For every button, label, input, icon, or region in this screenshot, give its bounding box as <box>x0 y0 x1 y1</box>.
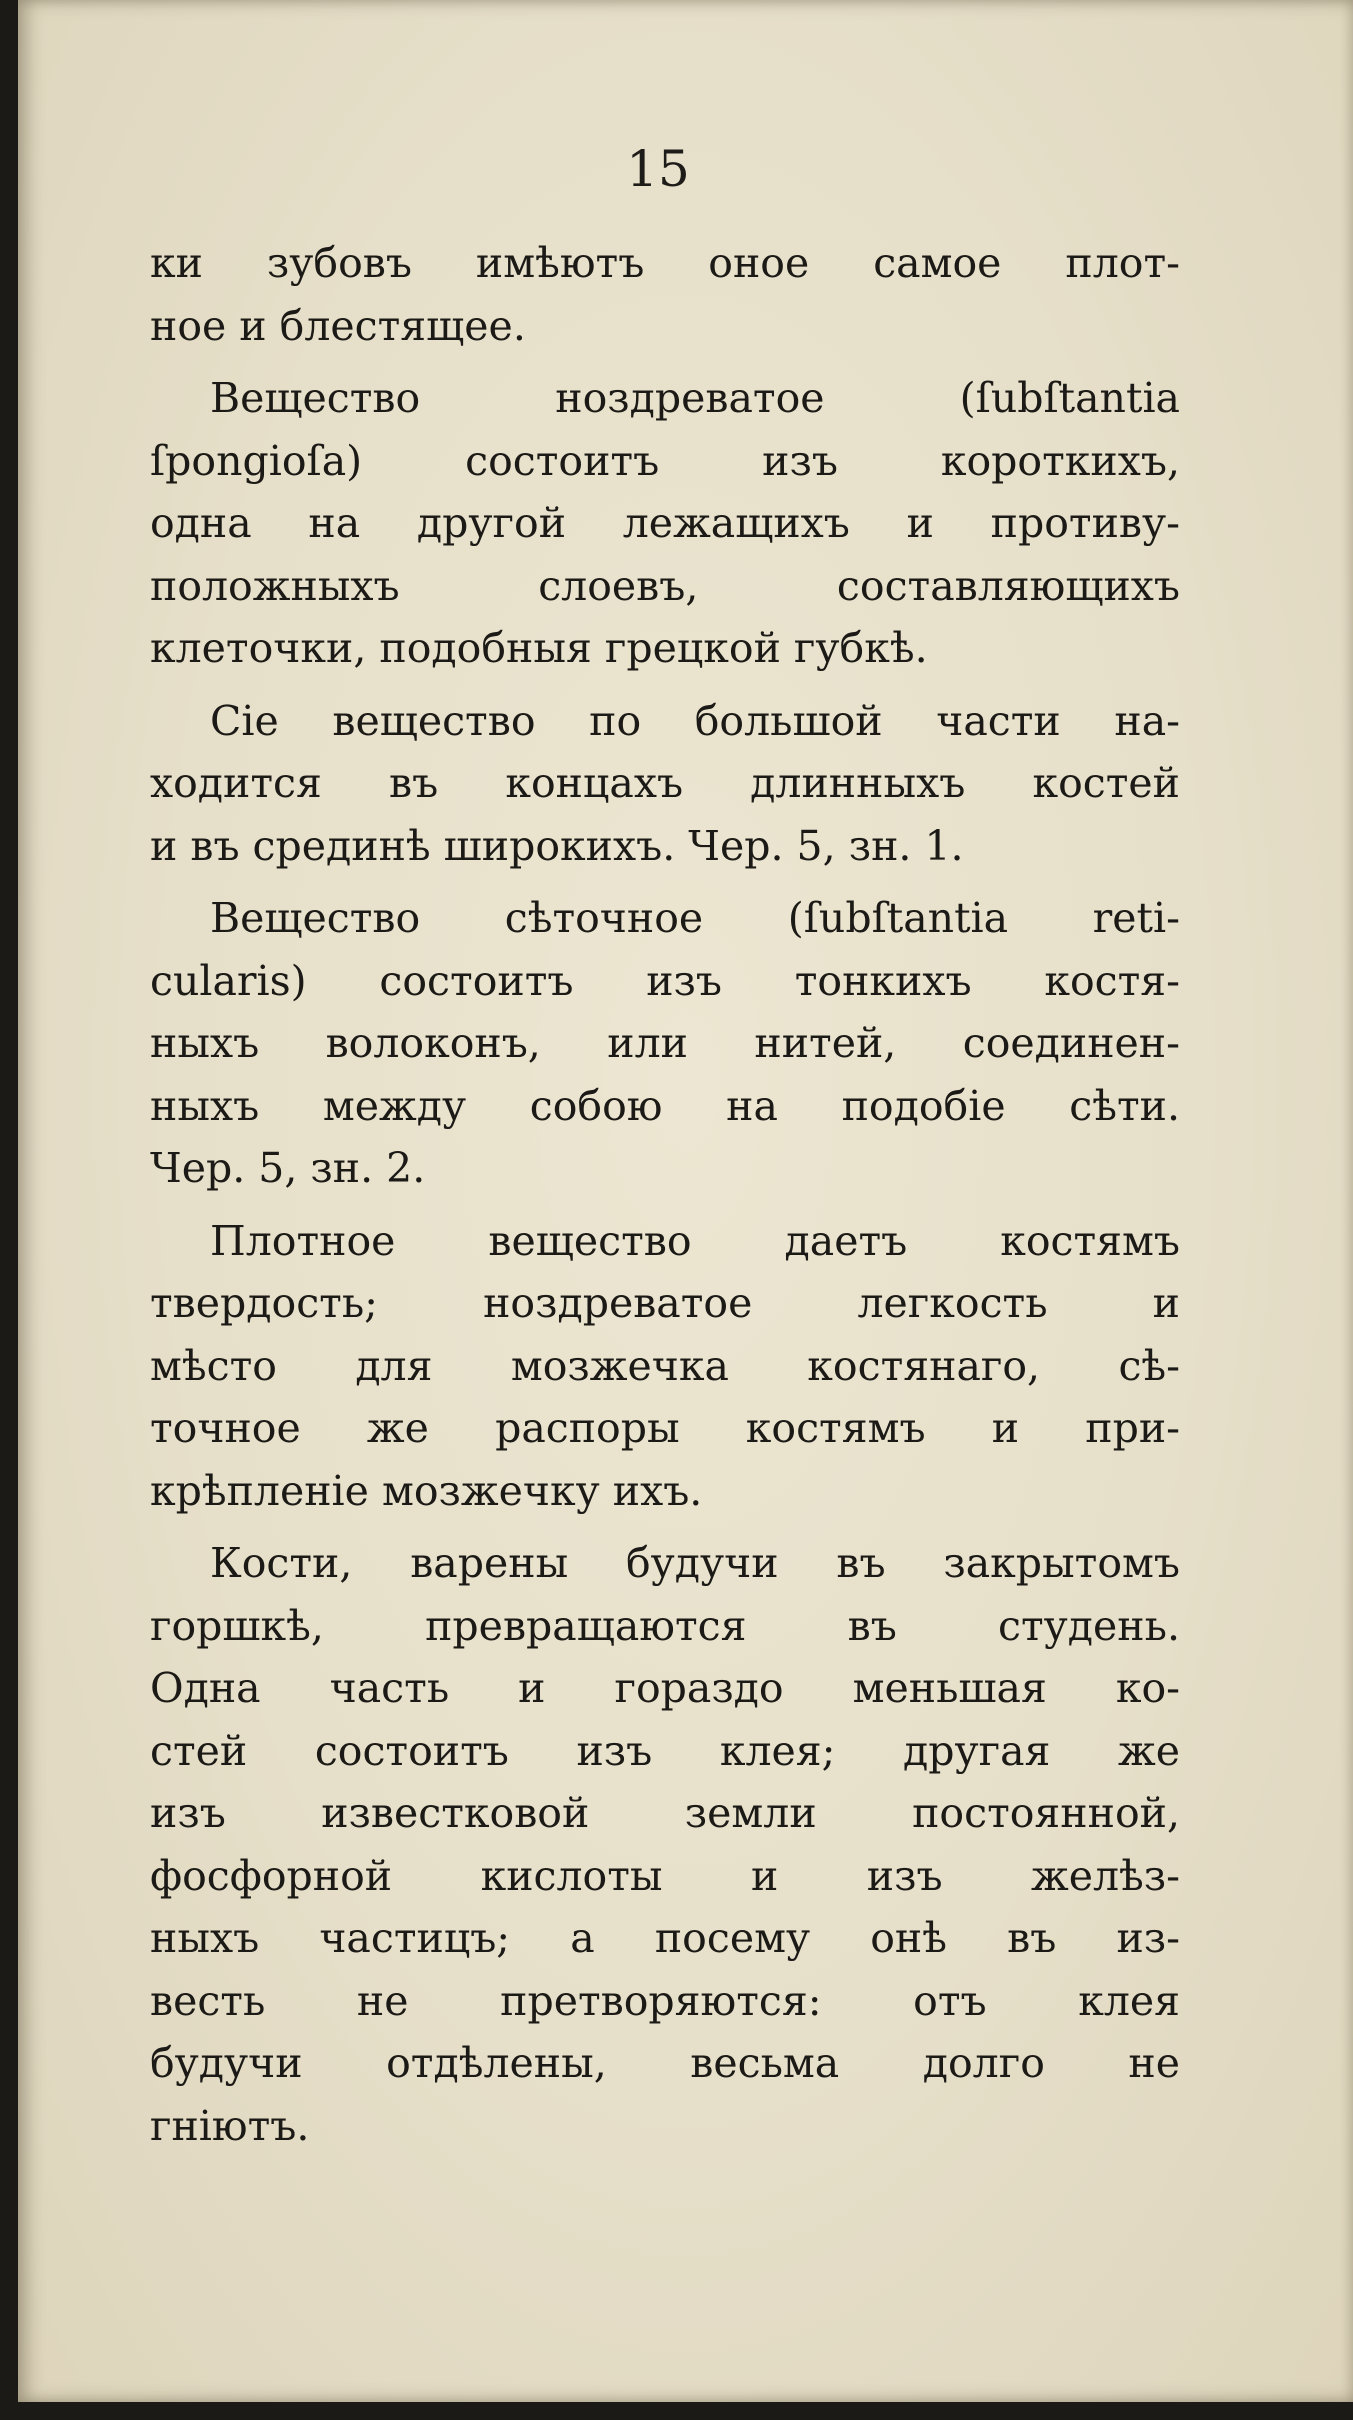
text-line: будучи отдѣлены, весьма долго не <box>150 2039 1180 2087</box>
book-page <box>18 0 1353 2402</box>
body-text <box>150 232 1180 2167</box>
text-line: крѣпленiе мозжечку ихъ. <box>150 1466 703 1515</box>
paragraph <box>150 690 1180 878</box>
text-line: ныхъ между собою на подобiе сѣти. <box>150 1081 1180 1130</box>
text-line: точное же распоры костямъ и при- <box>150 1404 1180 1452</box>
text-line: ное и блестящее. <box>150 301 526 350</box>
text-line: ныхъ волоконъ, или нитей, соединен- <box>150 1019 1180 1067</box>
text-line: изъ известковой земли постоянной, <box>150 1789 1180 1837</box>
text-line: гнiютъ. <box>150 2101 310 2150</box>
text-line: Чер. 5, зн. 2. <box>150 1144 426 1192</box>
page-number: 15 <box>626 140 690 198</box>
text-line: одна на другой лежащихъ и противу- <box>150 499 1180 547</box>
text-line: фосфорной кислоты и изъ желѣз- <box>150 1851 1180 1900</box>
text-line: Плотное вещество даетъ костямъ <box>210 1216 1180 1265</box>
text-line: ныхъ частицъ; а посему онѣ въ из- <box>150 1914 1180 1962</box>
text-line: весть не претворяются: отъ клея <box>150 1976 1180 2025</box>
text-line: Одна часть и гораздо меньшая ко- <box>150 1664 1180 1712</box>
paragraph <box>150 232 1180 357</box>
text-line: горшкѣ, превращаются въ студень. <box>150 1601 1180 1650</box>
text-line: ки зубовъ имѣютъ оное самое плот- <box>150 239 1180 287</box>
paragraph <box>150 887 1180 1200</box>
text-line: Вещество сѣточное (ſubſtantia reti- <box>210 894 1180 942</box>
text-line: клеточки, подобныя грецкой губкѣ. <box>150 624 928 672</box>
paragraph <box>150 1532 1180 2157</box>
text-line: твердость; ноздреватое легкость и <box>150 1279 1180 1327</box>
paragraph <box>150 1210 1180 1523</box>
paragraph <box>150 367 1180 680</box>
text-line: cularis) состоитъ изъ тонкихъ костя- <box>150 956 1180 1005</box>
text-line: ходится въ концахъ длинныхъ костей <box>150 759 1180 807</box>
text-line: положныхъ слоевъ, составляющихъ <box>150 561 1180 610</box>
text-line: и въ срединѣ широкихъ. Чер. 5, зн. 1. <box>150 821 964 870</box>
text-line: Вещество ноздреватое (ſubſtantia <box>210 374 1180 422</box>
text-line: Кости, варены будучи въ закрытомъ <box>210 1539 1180 1587</box>
text-line: стей состоитъ изъ клея; другая же <box>150 1726 1180 1775</box>
text-line: Сiе вещество по большой части на- <box>210 696 1180 745</box>
text-line: ſpongioſa) состоитъ изъ короткихъ, <box>150 436 1180 485</box>
text-line: мѣсто для мозжечка костянаго, сѣ- <box>150 1341 1180 1390</box>
